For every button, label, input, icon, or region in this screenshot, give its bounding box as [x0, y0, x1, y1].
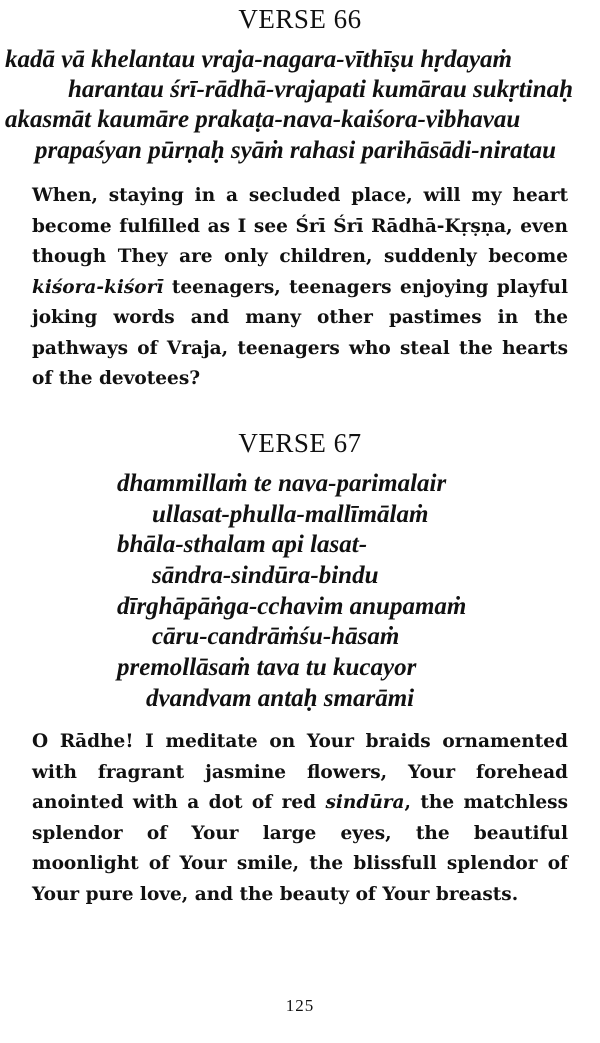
verse-67-translation — [32, 727, 568, 910]
page-number: 125 — [285, 996, 315, 1015]
verse-67-sanskrit-line-4: sāndra-sindūra-bindu — [152, 562, 379, 589]
verse-67-sanskrit-line-7: premollāsaṁ tava tu kucayor — [117, 654, 417, 681]
verse-67-sanskrit-line-2: ullasat-phulla-mallīmālaṁ — [152, 501, 429, 528]
verse-67-translation-part-1: O Rādhe! I meditate on Your braids ornamented with fragrant jasmine flowers, Your forehead anointed with a dot of red — [32, 731, 568, 813]
verse-66-translation — [32, 181, 568, 395]
verse-66-translation-part-2: teenagers, teenagers enjoying playful joking words and many other pastimes in the pathways of Vraja, teenagers who steal the hearts of the devotees? — [32, 276, 568, 389]
verse-67-translation-part-2: , the matchless splendor of Your large eyes, the beautiful moonlight of Your smile, the blissfull splendor of Your pure love, and the beauty of Your breasts. — [32, 792, 568, 905]
verse-67-sanskrit-line-3: bhāla-sthalam api lasat- — [117, 531, 368, 558]
verse-67-sanskrit-line-5: dīrghāpāṅga-cchavim anupamaṁ — [117, 593, 467, 620]
verse-66-translation-part-1: When, staying in a secluded place, will my heart become fulfilled as I see Śrī Śrī Rādhā-Kṛṣṇa, even though They are only children, suddenly become — [32, 185, 568, 267]
verse-67-translation-italic-term: sindūra — [325, 792, 405, 813]
verse-66-sanskrit-line-2: harantau śrī-rādhā-vrajapati kumārau sukṛtinaḥ — [68, 76, 574, 103]
verse-67-sanskrit-line-6: cāru-candrāṁśu-hāsaṁ — [152, 623, 400, 650]
verse-66-heading: VERSE 66 — [238, 4, 362, 34]
verse-66-sanskrit-line-1: kadā vā khelantau vraja-nagara-vīthīṣu hṛdayaṁ — [5, 46, 512, 73]
verse-66-translation-italic-term: kiśora-kiśorī — [32, 276, 164, 298]
verse-67-heading: VERSE 67 — [238, 428, 362, 458]
verse-66-sanskrit-line-3: akasmāt kaumāre prakaṭa-nava-kaiśora-vibhavau — [5, 106, 521, 133]
verse-67-sanskrit-line-1: dhammillaṁ te nava-parimalair — [117, 470, 447, 497]
verse-66-sanskrit-line-4: prapaśyan pūrṇaḥ syāṁ rahasi parihāsādi-niratau — [35, 137, 556, 164]
verse-67-sanskrit-line-8: dvandvam antaḥ smarāmi — [146, 685, 415, 712]
